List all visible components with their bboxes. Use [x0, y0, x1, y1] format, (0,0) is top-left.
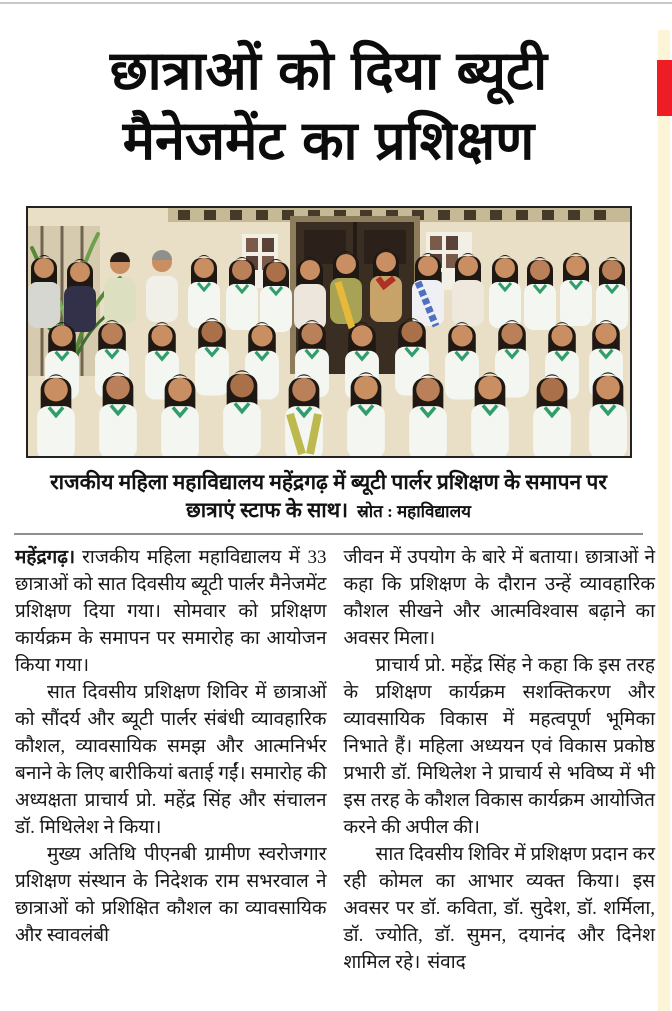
photo-caption [19, 468, 639, 526]
paragraph: जीवन में उपयोग के बारे में बताया। छात्राओं ने कहा कि प्रशिक्षण के दौरान उन्हें व्यावहारिक कौशल सीखने और आत्मविश्वास बढ़ाने का अवसर मिला। [343, 547, 655, 649]
red-margin-block [657, 60, 672, 116]
article-photo [26, 206, 632, 458]
reporter-byline: संवाद [427, 952, 466, 973]
caption-line-2 [19, 496, 639, 526]
headline-line-2: मैनेजमेंट का प्रशिक्षण [122, 111, 535, 171]
caption-source: स्रोत : महाविद्यालय [357, 502, 471, 521]
paragraph-text: सात दिवसीय शिविर में प्रशिक्षण प्रदान कर रही कोमल का आभार व्यक्त किया। इस अवसर पर डॉ. कविता, डॉ. सुदेश, डॉ. शर्मिला, डॉ. ज्योति, डॉ. सुमन, दयानंद और दिनेश शामिल रहे। [343, 844, 655, 973]
paragraph: प्राचार्य प्रो. महेंद्र सिंह ने कहा कि इस तरह के प्रशिक्षण कार्यक्रम सशक्तिकरण और व्यावसायिक विकास में महत्वपूर्ण भूमिका निभाते हैं। महिला अध्ययन एवं विकास प्रकोष्ठ प्रभारी डॉ. मिथिलेश ने प्राचार्य से भविष्य में भी इस तरह के कौशल विकास कार्यक्रम आयोजित करने की अपील की। [343, 655, 655, 838]
group-photo-illustration [28, 208, 630, 456]
paragraph [344, 841, 656, 976]
paragraph: मुख्य अतिथि पीएनबी ग्रामीण स्वरोजगार प्रशिक्षण संस्थान के निदेशक राम सभरवाल ने छात्राओं को प्रशिक्षित कौशल का व्यावसायिक और स्वावलंबी [15, 844, 327, 946]
dateline: महेंद्रगढ़। [15, 547, 76, 568]
page-title [0, 0, 657, 176]
top-divider [0, 2, 672, 4]
paragraph [15, 544, 327, 679]
article-column-right [344, 544, 656, 976]
article-column-left [15, 544, 327, 976]
page-edge-strip [658, 30, 670, 1011]
article-body [0, 535, 670, 976]
headline-line-1: छात्राओं को दिया ब्यूटी [109, 41, 548, 101]
caption-line-1: राजकीय महिला महाविद्यालय महेंद्रगढ़ में ब्यूटी पार्लर प्रशिक्षण के समापन पर [50, 470, 607, 494]
caption-text: छात्राएं स्टाफ के साथ। [186, 498, 349, 522]
paragraph-text: राजकीय महिला महाविद्यालय में 33 छात्राओं को सात दिवसीय ब्यूटी पार्लर मैनेजमेंट प्रशिक्षण दिया गया। सोमवार को प्रशिक्षण कार्यक्रम के समापन पर समारोह का आयोजन किया गया। [15, 547, 327, 676]
paragraph: सात दिवसीय प्रशिक्षण शिविर में छात्राओं को सौंदर्य और ब्यूटी पार्लर संबंधी व्यावहारिक कौशल, व्यावसायिक समझ और आत्मनिर्भर बनाने के लिए बारीकियां बताई गईं। समारोह की अध्यक्षता प्राचार्य प्रो. महेंद्र सिंह और संचालन डॉ. मिथिलेश ने किया। [15, 682, 327, 838]
